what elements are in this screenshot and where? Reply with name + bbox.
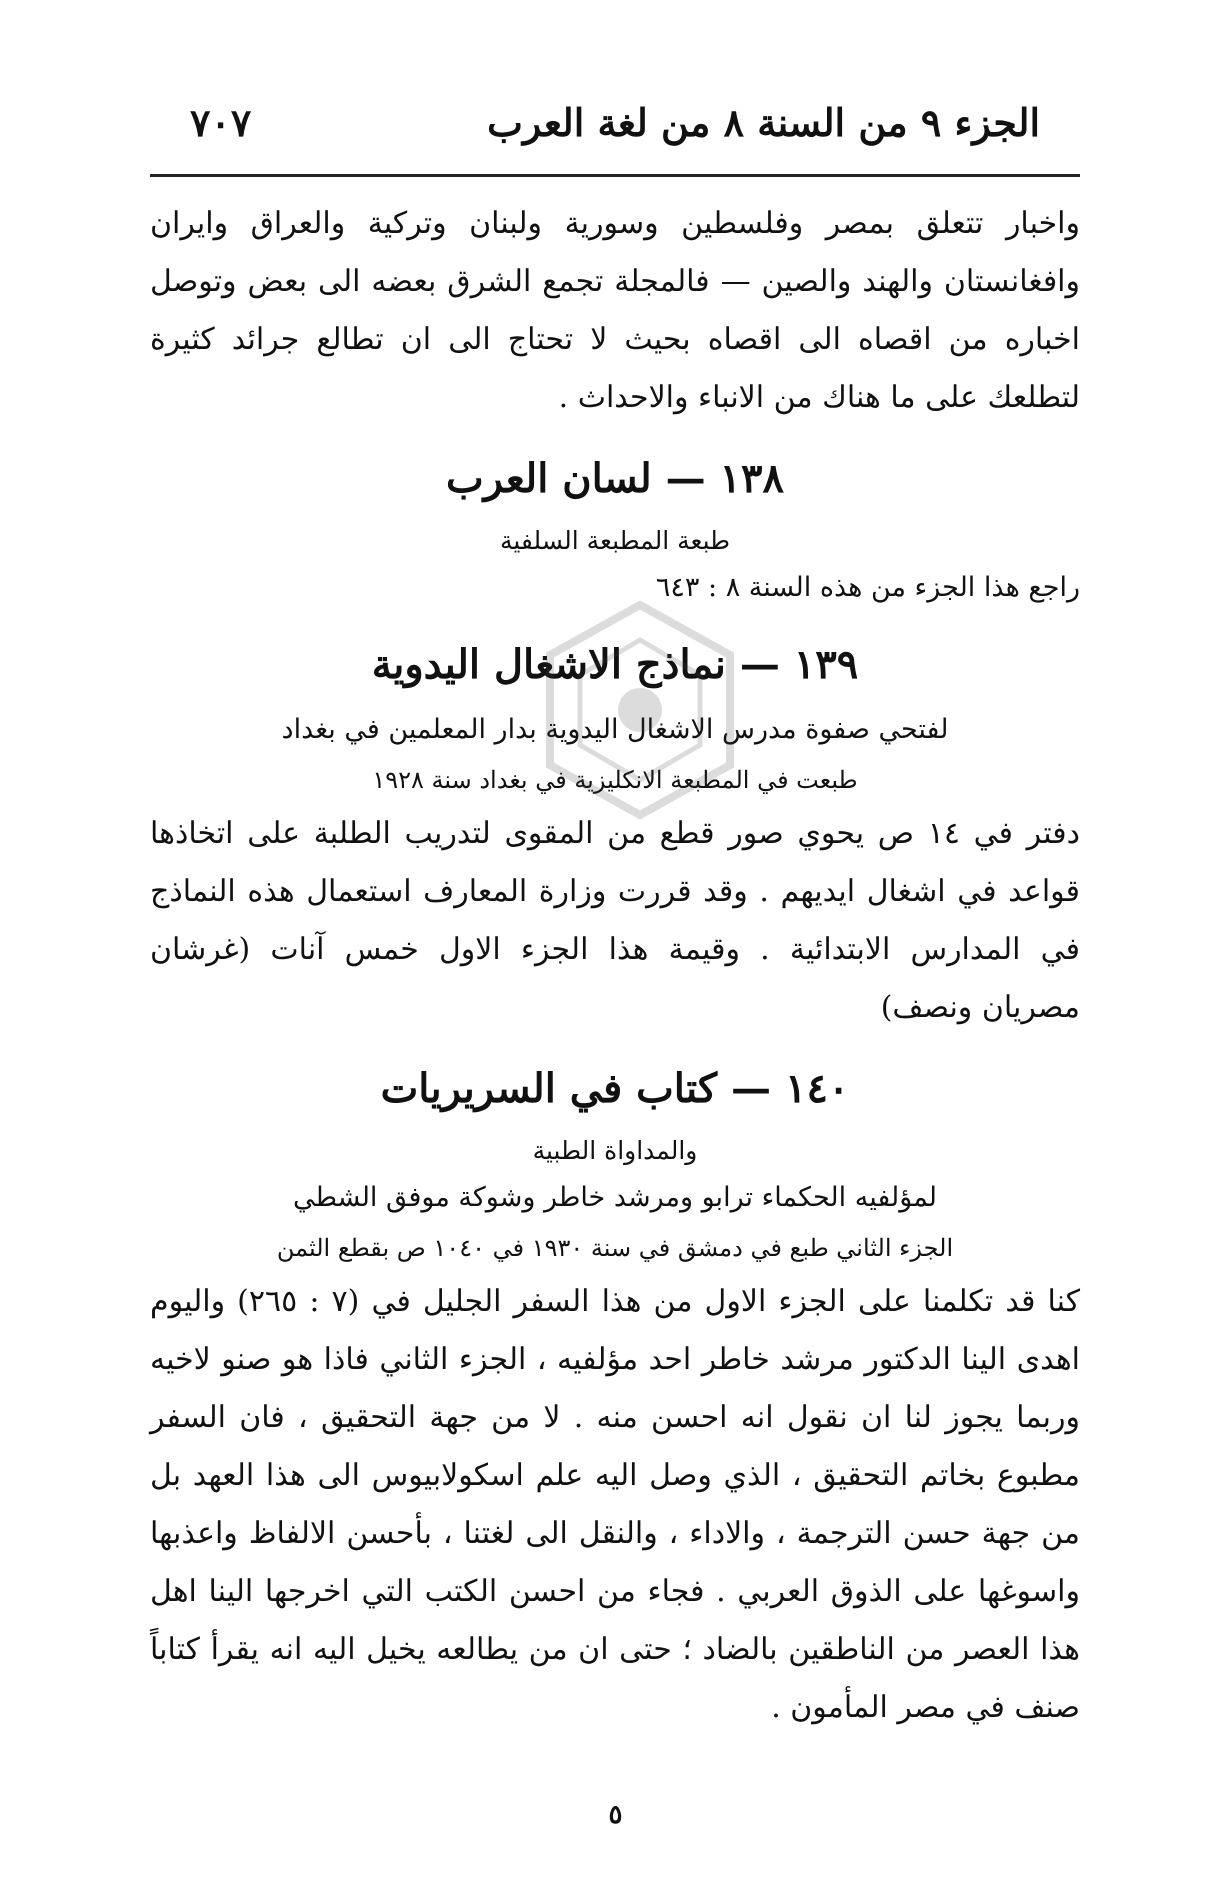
section-printing: الجزء الثاني طبع في دمشق في سنة ١٩٣٠ في ١٠٤٠ ص بقطع الثمن xyxy=(276,1234,954,1262)
page-number: ٧٠٧ xyxy=(190,100,252,145)
section-140 xyxy=(150,1059,1080,1737)
signature-mark: ٥ xyxy=(608,1800,623,1830)
section-author: لفتحي صفوة مدرس الاشغال اليدوية بدار المعلمين في بغداد xyxy=(281,714,949,745)
section-title: ١٣٩ — نماذج الاشغال اليدوية xyxy=(371,641,859,688)
section-body: دفتر في ١٤ ص يحوي صور قطع من المقوى لتدريب الطلبة على اتخاذها قواعد في اشغال ايديهم . وقد قررت وزارة المعارف استعمال هذه النماذج في المدارس الابتدائية . وقيمة هذا الجزء الاول خمس آنات (غرشان مصريان ونصف) xyxy=(150,816,1080,1025)
section-title: ١٣٨ — لسان العرب xyxy=(446,455,784,502)
section-subtitle: والمداواة الطبية xyxy=(532,1136,698,1165)
section-subtitle: طبعة المطبعة السلفية xyxy=(499,526,731,555)
running-header xyxy=(150,100,1080,160)
section-title: ١٤٠ — كتاب في السريريات xyxy=(380,1065,850,1112)
section-authors: لمؤلفيه الحكماء ترابو ومرشد خاطر وشوكة موفق الشطي xyxy=(292,1182,938,1213)
section-139 xyxy=(150,635,1080,1037)
section-body: كنا قد تكلمنا على الجزء الاول من هذا السفر الجليل في (٧ : ٢٦٥) واليوم اهدى الينا الدكتور مرشد خاطر احد مؤلفيه ، الجزء الثاني فاذا هو صنو لاخيه وربما يجوز لنا ان نقول انه احسن منه . لا من جهة التحقيق ، فان السفر مطبوع بخاتم التحقيق ، الذي وصل اليه علم اسكولابيوس الى هذا العهد بل من جهة حسن الترجمة ، والاداء ، والنقل الى لغتنا ، بأحسن الالفاظ واعذبها واسوغها على الذوق العربي . فجاء من احسن الكتب التي اخرجها الينا اهل هذا العصر من الناطقين بالضاد ؛ حتى ان من يطالعه يخيل اليه انه يقرأ كتاباً صنف في مصر المأمون . xyxy=(150,1284,1081,1725)
intro-paragraph: واخبار تتعلق بمصر وفلسطين وسورية ولبنان وتركية والعراق وايران وافغانستان والهند والصين — فالمجلة تجمع الشرق بعضه الى بعض وتوصل اخباره من اقصاه الى اقصاه بحيث لا تحتاج الى ان تطالع جرائد كثيرة لتطلعك على ما هناك من الانباء والاحداث . xyxy=(150,206,1080,415)
section-reference: راجع هذا الجزء من هذه السنة ٨ : ٦٤٣ xyxy=(655,572,1080,603)
document-page xyxy=(150,100,1080,1737)
section-138 xyxy=(150,449,1080,613)
running-title: الجزء ٩ من السنة ٨ من لغة العرب xyxy=(487,100,1040,145)
header-divider xyxy=(150,174,1080,177)
section-printing: طبعت في المطبعة الانكليزية في بغداد سنة ١٩٢٨ xyxy=(372,766,858,794)
